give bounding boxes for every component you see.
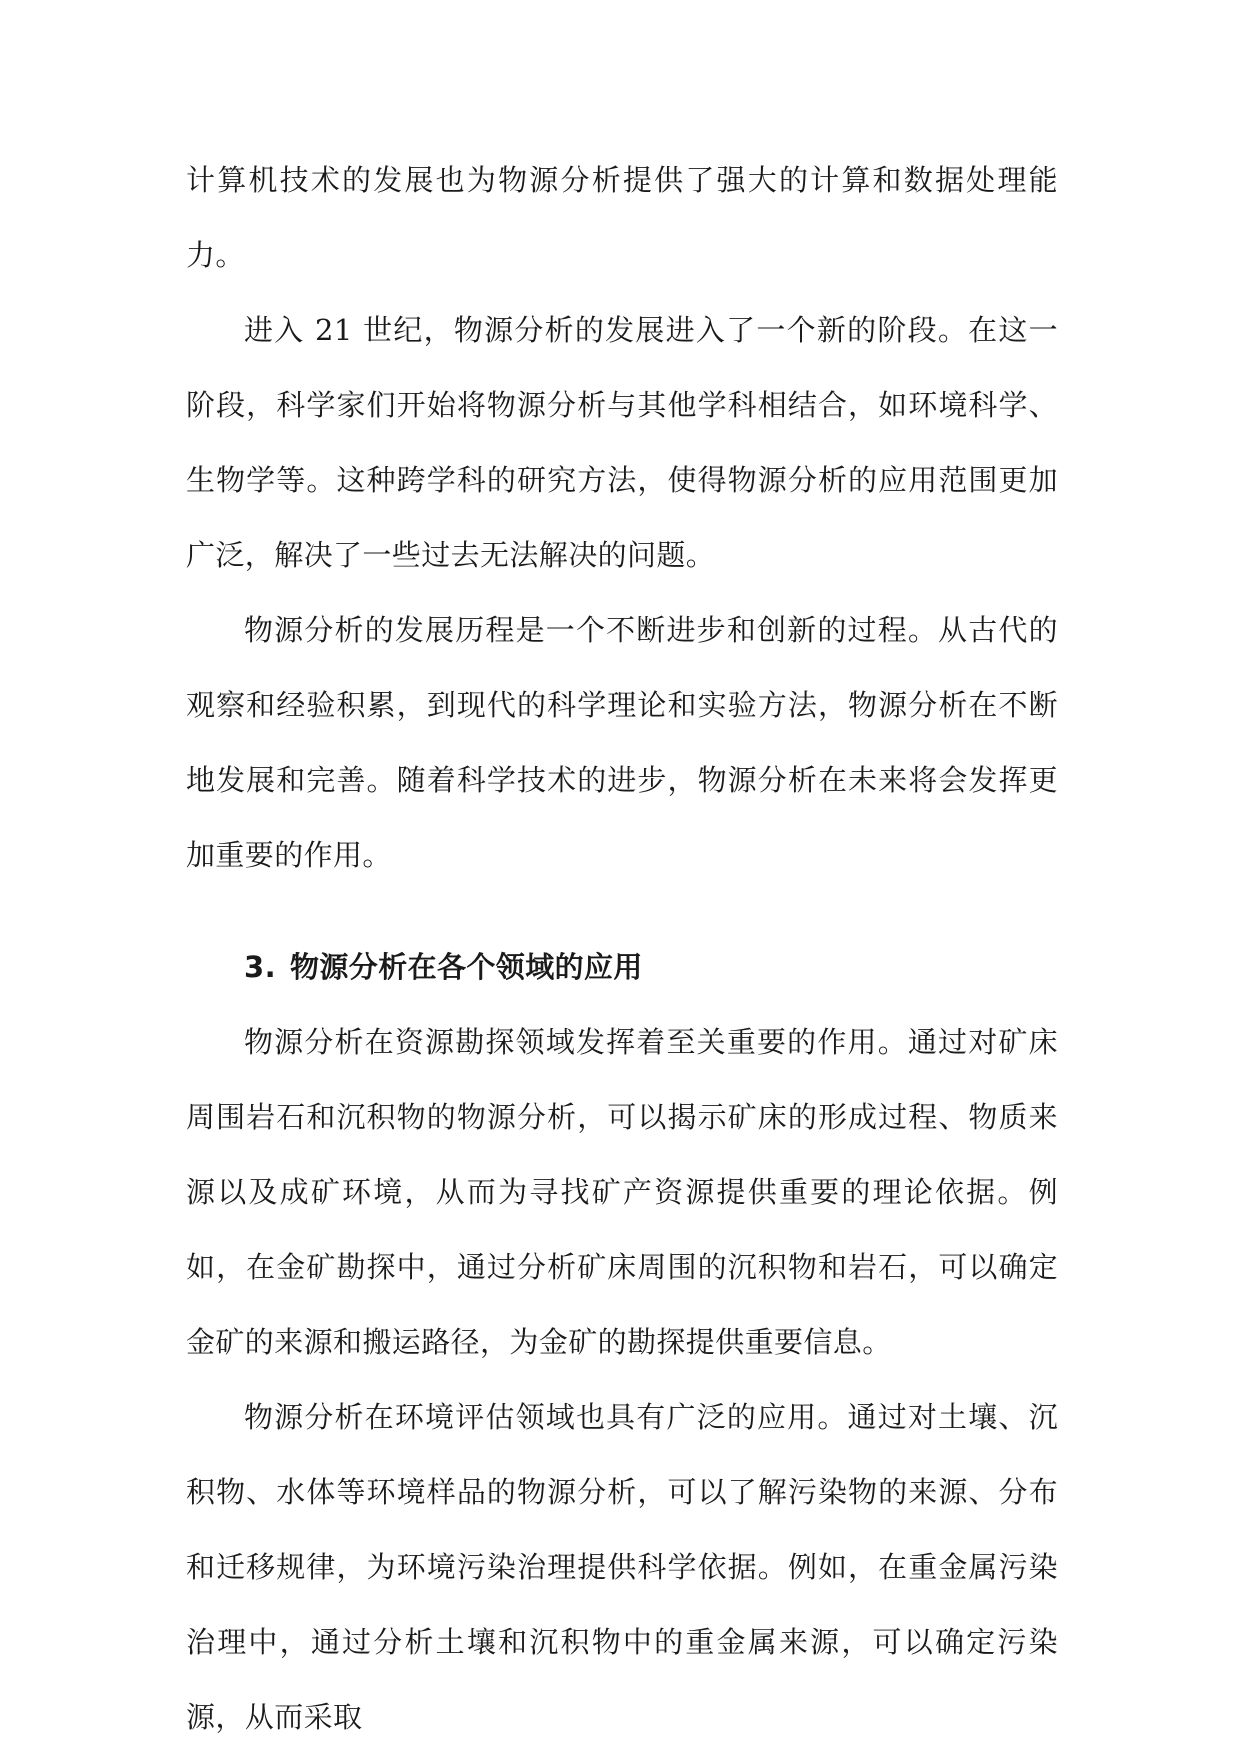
document-body (186, 143, 1058, 1755)
section-heading (186, 930, 1058, 1005)
paragraph-resource-exploration: 物源分析在资源勘探领域发挥着至关重要的作用。通过对矿床周围岩石和沉积物的物源分析，可以揭示矿床的形成过程、物质来源以及成矿环境，从而为寻找矿产资源提供重要的理论依据。例如，在金矿勘探中，通过分析矿床周围的沉积物和岩石，可以确定金矿的来源和搬运路径，为金矿的勘探提供重要信息。 (186, 1025, 1058, 1359)
section-title: 物源分析在各个领域的应用 (290, 950, 643, 984)
paragraph-21st-century: 进入 21 世纪，物源分析的发展进入了一个新的阶段。在这一阶段，科学家们开始将物源分析与其他学科相结合，如环境科学、生物学等。这种跨学科的研究方法，使得物源分析的应用范围更加广泛，解决了一些过去无法解决的问题。 (186, 313, 1058, 572)
section-number: 3. (244, 950, 276, 984)
paragraph-environmental-assessment: 物源分析在环境评估领域也具有广泛的应用。通过对土壤、沉积物、水体等环境样品的物源分析，可以了解污染物的来源、分布和迁移规律，为环境污染治理提供科学依据。例如，在重金属污染治理中，通过分析土壤和沉积物中的重金属来源，可以确定污染源，从而采取 (186, 1400, 1058, 1734)
paragraph-development-summary: 物源分析的发展历程是一个不断进步和创新的过程。从古代的观察和经验积累，到现代的科学理论和实验方法，物源分析在不断地发展和完善。随着科学技术的进步，物源分析在未来将会发挥更加重要的作用。 (186, 613, 1058, 872)
paragraph-continuation: 计算机技术的发展也为物源分析提供了强大的计算和数据处理能力。 (186, 163, 1058, 272)
